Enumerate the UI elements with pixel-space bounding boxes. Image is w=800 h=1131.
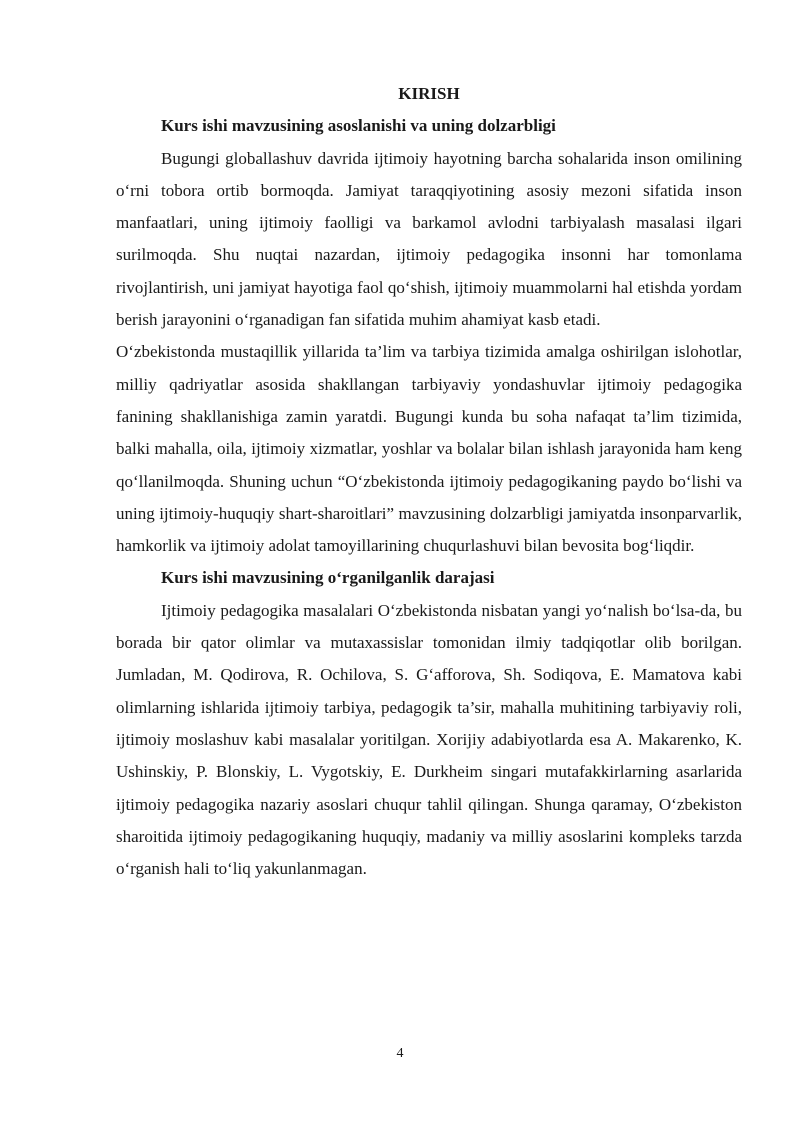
paragraph-uzbekistan-reforms: O‘zbekistonda mustaqillik yillarida ta’lim va tarbiya tizimida amalga oshirilgan islohotlar, milliy qadriyatlar asosida shakllangan tarbiyaviy yondashuvlar ijtimoiy pedagogika fanining shakllanishiga zamin yaratdi. Bugungi kunda bu soha nafaqat ta’lim tizimida, balki mahalla, oila, ijtimoiy xizmatlar, yoshlar va bolalar bilan ishlash jarayonida ham keng qo‘llanilmoqda. Shuning uchun “O‘zbekistonda ijtimoiy pedagogikaning paydo bo‘lishi va uning ijtimoiy-huquqiy shart-sharoitlari” mavzusining dolzarbligi jamiyatda insonparvarlik, hamkorlik va ijtimoiy adolat tamoyillarining chuqurlashuvi bilan bevosita bog‘liqdir. (116, 342, 742, 556)
document-page (116, 78, 742, 885)
section-heading-relevance: Kurs ishi mavzusining asoslanishi va uning dolzarbligi (161, 116, 556, 136)
page-number: 4 (396, 1046, 404, 1061)
paragraph-literature: Ijtimoiy pedagogika masalalari O‘zbekistonda nisbatan yangi yo‘nalish bo‘lsa-da, bu borada bir qator olimlar va mutaxassislar tomonidan ilmiy tadqiqotlar olib borilgan. Jumladan, M. Qodirova, R. Ochilova, S. G‘afforova, Sh. Sodiqova, E. Mamatova kabi olimlarning ishlarida ijtimoiy tarbiya, pedagogik ta’sir, mahalla muhitining tarbiyaviy roli, ijtimoiy moslashuv kabi masalalar yoritilgan. Xorijiy adabiyotlarda esa A. Makarenko, K. Ushinskiy, P. Blonskiy, L. Vygotskiy, E. Durkheim singari mutafakkirlarning asarlarida ijtimoiy pedagogika nazariy asoslari chuqur tahlil qilingan. Shunga qaramay, O‘zbekiston sharoitida ijtimoiy pedagogikaning huquqiy, madaniy va milliy asoslarini kompleks tarzda o‘rganish hali to‘liq yakunlanmagan. (116, 600, 742, 879)
page-title: KIRISH (398, 84, 460, 103)
paragraph-intro: Bugungi globallashuv davrida ijtimoiy hayotning barcha sohalarida inson omilining o‘rni tobora ortib bormoqda. Jamiyat taraqqiyotining asosiy mezoni sifatida inson manfaatlari, uning ijtimoiy faolligi va barkamol avlodni tarbiyalash masalasi ilgari surilmoqda. Shu nuqtai nazardan, ijtimoiy pedagogika insonni har tomonlama rivojlantirish, uni jamiyat hayotiga faol qo‘shish, ijtimoiy muammolarni hal etishda yordam berish jarayonini o‘rganadigan fan sifatida muhim ahamiyat kasb etadi. (116, 148, 742, 330)
section-heading-study-level: Kurs ishi mavzusining o‘rganilganlik darajasi (161, 568, 495, 588)
